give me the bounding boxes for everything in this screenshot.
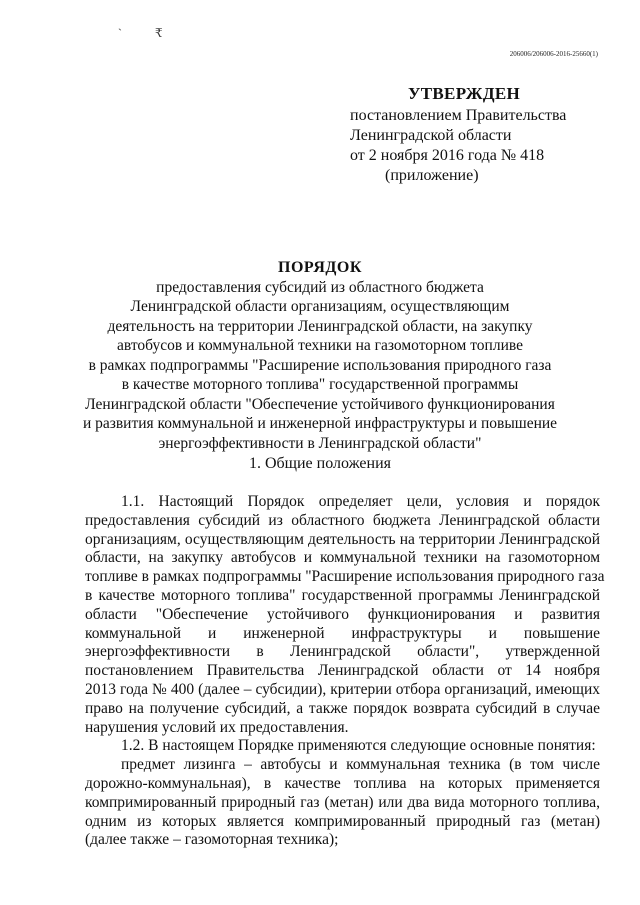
- order-title-line: и развития коммунальной и инженерной инфраструктуры и повышение: [82, 415, 558, 432]
- scan-marks: [118, 26, 193, 41]
- order-title-line: автобусов и коммунальной техники на газомоторном топливе: [117, 337, 523, 354]
- order-title-line: Ленинградской области "Обеспечение устойчивого функционирования: [85, 395, 555, 413]
- paragraph-line: области, на закупку автобусов и коммунальной техники на газомоторном: [85, 549, 600, 567]
- paragraph-line: 1.1. Настоящий Порядок определяет цели, условия и порядок: [121, 493, 600, 510]
- order-title-line: предоставления субсидий из областного бюджета: [156, 278, 484, 296]
- order-title-line: в качестве моторного топлива" государственной программы: [121, 376, 519, 393]
- document-id: 206006/206006-2016-25660(1): [509, 50, 598, 58]
- approval-title: УТВЕРЖДЕН: [408, 84, 521, 103]
- order-title-line: Ленинградской области организациям, осуществляющим: [130, 298, 510, 315]
- order-title-line: энергоэффективности в Ленинградской области": [158, 434, 482, 452]
- paragraph-line: области "Обеспечение устойчивого функционирования и развития: [85, 605, 600, 623]
- order-heading: ПОРЯДОК: [278, 259, 362, 276]
- paragraph-line: в качестве моторного топлива" государственной программы Ленинградской: [85, 586, 600, 604]
- paragraph-lease-definition: [85, 756, 600, 850]
- paragraph-1-2: [85, 737, 600, 756]
- scan-mark: ₹: [155, 26, 163, 40]
- paragraph-line: одним из которых является компримированный природный газ (метан): [85, 812, 600, 830]
- paragraph-line: коммунальной и инженерной инфраструктуры и повышение: [85, 624, 600, 642]
- paragraph-line: предмет лизинга – автобусы и коммунальная техника (в том числе: [121, 756, 600, 774]
- paragraph-line: организациям, осуществляющим деятельность на территории Ленинградской: [85, 530, 600, 548]
- document-body: [85, 493, 605, 850]
- paragraph-line: 2013 года № 400 (далее – субсидии), критерии отбора организаций, имеющих: [85, 680, 600, 698]
- approval-line: Ленинградской области: [350, 127, 512, 144]
- paragraph-line: компримированный природный газ (метан) или два вида моторного топлива,: [85, 793, 600, 811]
- order-title-line: в рамках подпрограммы "Расширение использования природного газа: [88, 356, 552, 374]
- paragraph-line: право на получение субсидий, а также порядок возврата субсидий в случае: [85, 699, 600, 717]
- paragraph-line: 1.2. В настоящем Порядке применяются следующие основные понятия:: [121, 737, 596, 755]
- paragraph-1-1: [85, 493, 605, 737]
- approval-line: от 2 ноября 2016 года № 418: [350, 147, 545, 164]
- order-title-block: [0, 258, 640, 453]
- section-title: 1. Общие положения: [248, 455, 392, 472]
- paragraph-line: (далее также – газомоторная техника);: [85, 831, 339, 849]
- paragraph-line: дорожно-коммунальная), в качестве топлива на которых применяется: [85, 774, 600, 792]
- approval-annex: (приложение): [385, 167, 479, 184]
- scan-mark: `: [118, 26, 122, 40]
- order-title-line: деятельность на территории Ленинградской области, на закупку: [107, 317, 533, 335]
- paragraph-line: нарушения условий их предоставления.: [85, 718, 349, 736]
- approval-line: постановлением Правительства: [350, 107, 567, 124]
- paragraph-line: постановлением Правительства Ленинградской области от 14 ноября: [85, 662, 600, 680]
- paragraph-line: предоставления субсидий из областного бюджета Ленинградской области: [85, 511, 600, 529]
- approval-block: [0, 84, 640, 186]
- paragraph-line: топливе в рамках подпрограммы "Расширение использования природного газа: [85, 568, 605, 586]
- paragraph-line: энергоэффективности в Ленинградской области", утвержденной: [85, 643, 600, 661]
